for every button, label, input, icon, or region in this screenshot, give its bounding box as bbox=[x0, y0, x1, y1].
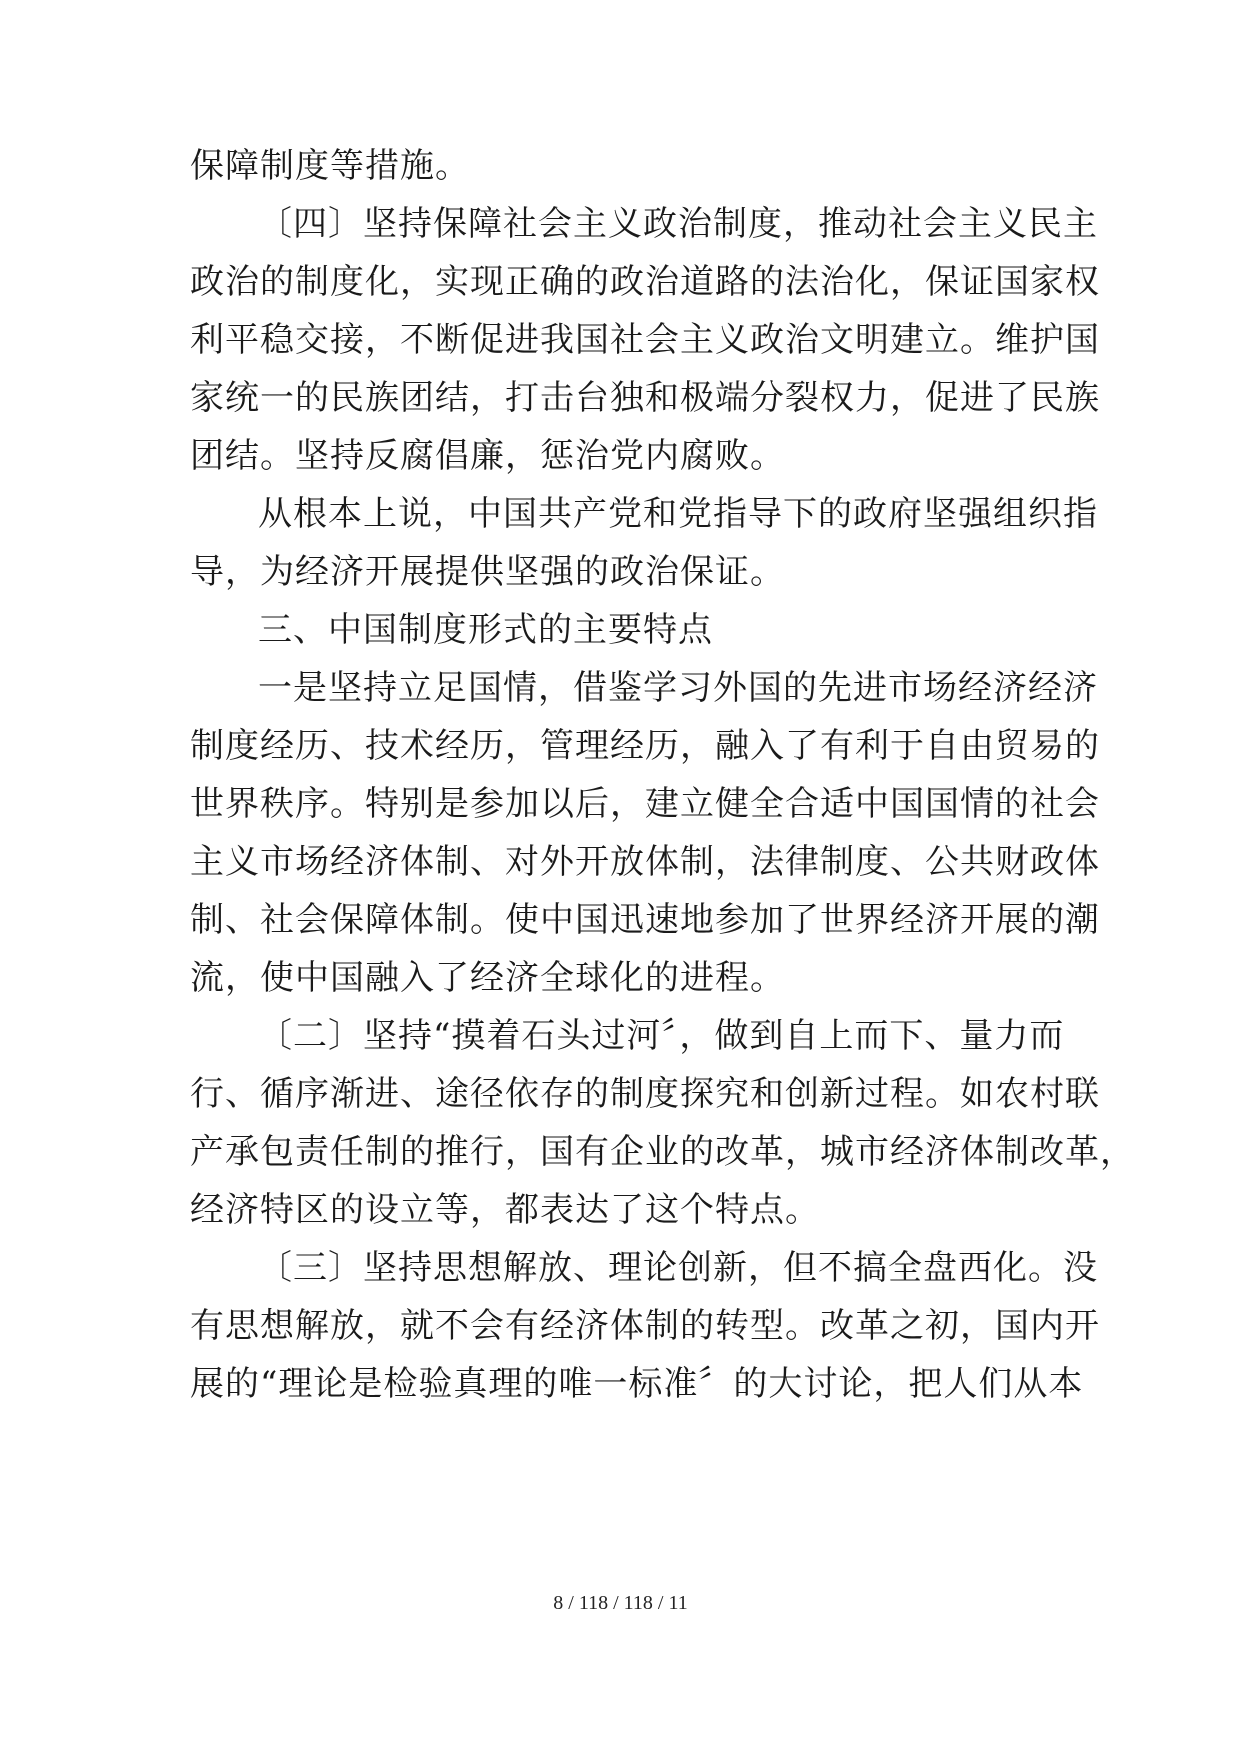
text-line: 制度经历、技术经历，管理经历，融入了有利于自由贸易的 bbox=[190, 726, 1100, 766]
text-line: 制、社会保障体制。使中国迅速地参加了世界经济开展的潮 bbox=[190, 900, 1100, 940]
text-line: 行、循序渐进、途径依存的制度探究和创新过程。如农村联 bbox=[190, 1074, 1100, 1114]
text-line: 经济特区的设立等，都表达了这个特点。 bbox=[190, 1190, 820, 1230]
text-line: 团结。坚持反腐倡廉，惩治党内腐败。 bbox=[190, 436, 785, 476]
section-heading: 三、中国制度形式的主要特点 bbox=[258, 610, 713, 650]
text-line: 〔二〕坚持“摸着石头过河〞，做到自上而下、量力而 bbox=[258, 1016, 1065, 1056]
text-line: 导，为经济开展提供坚强的政治保证。 bbox=[190, 552, 785, 592]
text-line: 主义市场经济体制、对外开放体制，法律制度、公共财政体 bbox=[190, 842, 1100, 882]
text-line: 一是坚持立足国情，借鉴学习外国的先进市场经济经济 bbox=[258, 668, 1098, 708]
text-line: 家统一的民族团结，打击台独和极端分裂权力，促进了民族 bbox=[190, 378, 1100, 418]
text-line: 从根本上说，中国共产党和党指导下的政府坚强组织指 bbox=[258, 494, 1098, 534]
text-line: 世界秩序。特别是参加以后，建立健全合适中国国情的社会 bbox=[190, 784, 1100, 824]
text-line: 利平稳交接，不断促进我国社会主义政治文明建立。维护国 bbox=[190, 320, 1100, 360]
text-line: 政治的制度化，实现正确的政治道路的法治化，保证国家权 bbox=[190, 262, 1100, 302]
text-line: 有思想解放，就不会有经济体制的转型。改革之初，国内开 bbox=[190, 1306, 1100, 1346]
text-line: 〔三〕坚持思想解放、理论创新，但不搞全盘西化。没 bbox=[258, 1248, 1098, 1288]
text-line: 保障制度等措施。 bbox=[190, 146, 470, 186]
text-line: 展的“理论是检验真理的唯一标准〞的大讨论，把人们从本 bbox=[190, 1364, 1084, 1404]
text-line: 〔四〕坚持保障社会主义政治制度，推动社会主义民主 bbox=[258, 204, 1098, 244]
page-number: 8 / 118 / 118 / 11 bbox=[553, 1592, 688, 1614]
text-line: 产承包责任制的推行，国有企业的改革，城市经济体制改革， bbox=[190, 1132, 1135, 1172]
text-line: 流，使中国融入了经济全球化的进程。 bbox=[190, 958, 785, 998]
